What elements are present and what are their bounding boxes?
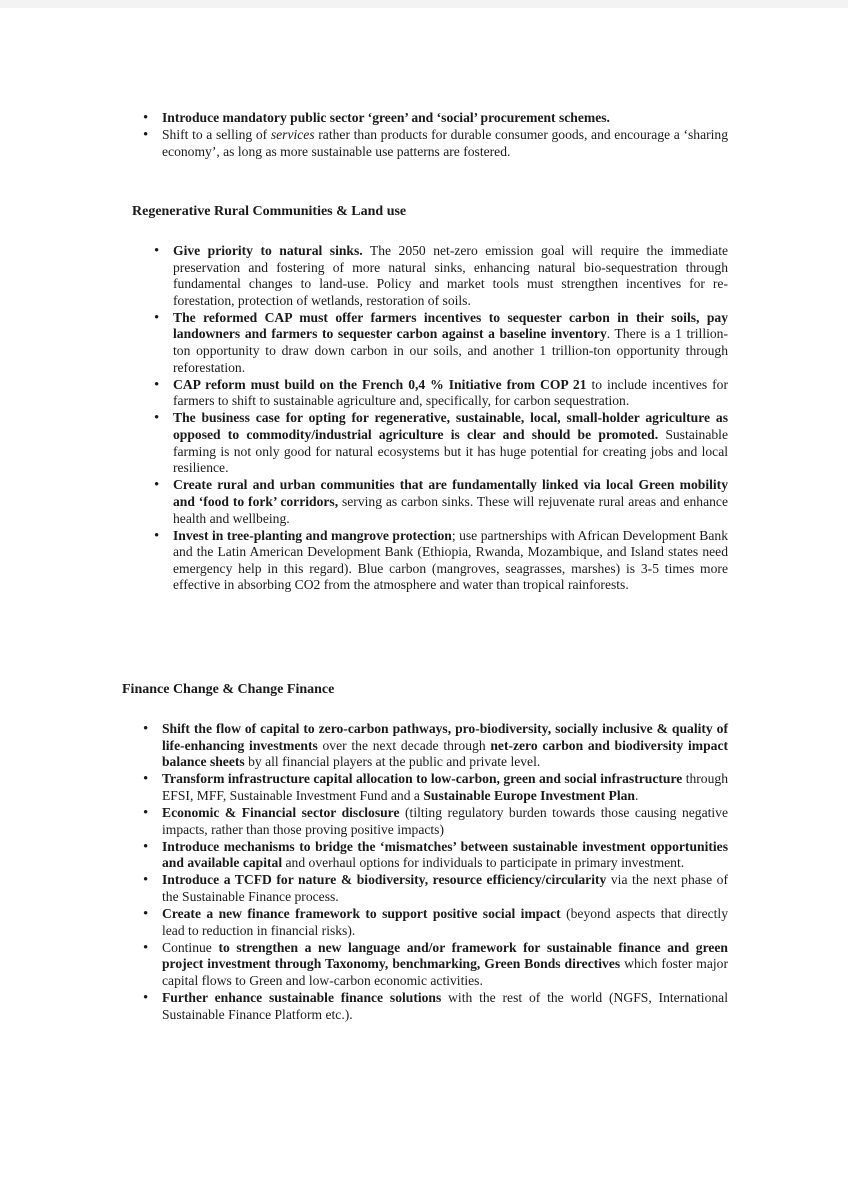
list-item bbox=[162, 721, 728, 771]
item-text: (beyond aspects that directly lead to reduction in financial risks). bbox=[162, 906, 728, 938]
item-bold: Introduce mechanisms to bridge the ‘mismatches’ between sustainable investment opportunities and available capital bbox=[162, 838, 728, 871]
item-bold: Economic & Financial sector disclosure bbox=[162, 804, 400, 820]
item-bold: CAP reform must build on the French 0,4 % Initiative from COP 21 bbox=[173, 376, 587, 392]
section-heading-rural: Regenerative Rural Communities & Land use bbox=[132, 204, 407, 219]
item-text: which foster major capital flows to Green and low-carbon economic activities. bbox=[162, 956, 728, 988]
item-bold: Further enhance sustainable finance solutions bbox=[162, 990, 442, 1005]
list-item bbox=[173, 377, 728, 410]
list-item bbox=[162, 906, 728, 939]
list-item bbox=[162, 872, 728, 905]
procurement-list bbox=[162, 110, 728, 161]
item-text: to include incentives for farmers to shift to sustainable agriculture and, specifically, for carbon sequestration. bbox=[173, 376, 728, 409]
list-item bbox=[162, 839, 728, 872]
list-item bbox=[162, 990, 728, 1023]
item-bold: Introduce mandatory public sector ‘green’ and ‘social’ procurement schemes. bbox=[162, 110, 610, 125]
list-item bbox=[162, 805, 728, 838]
item-text: through EFSI, MFF, Sustainable Investment Fund and a bbox=[162, 771, 728, 803]
item-text: Sustainable farming is not only good for natural ecosystems but it has huge potential for creating jobs and local resilience. bbox=[173, 427, 728, 476]
item-text: serving as carbon sinks. These will rejuvenate rural areas and enhance health and wellbeing. bbox=[173, 493, 728, 526]
item-bold: The reformed CAP must offer farmers incentives to sequester carbon in their soils, pay landowners and farmers to sequester carbon against a baseline inventory bbox=[173, 309, 728, 342]
list-item bbox=[173, 477, 728, 527]
list-item bbox=[173, 410, 728, 476]
item-text: over the next decade through bbox=[317, 737, 491, 753]
list-item bbox=[173, 528, 728, 594]
item-text: by all financial players at the public and private level. bbox=[244, 754, 541, 770]
item-bold: The business case for opting for regenerative, sustainable, local, small-holder agriculture as opposed to commodity/industrial agriculture is clear and should be promoted. bbox=[173, 410, 728, 443]
list-item bbox=[162, 127, 728, 160]
item-text: Shift to a selling of bbox=[162, 127, 271, 143]
item-bold: net-zero carbon and biodiversity impact balance sheets bbox=[162, 737, 729, 770]
item-bold: Invest in tree-planting and mangrove protection bbox=[173, 527, 452, 543]
list-item bbox=[162, 771, 728, 804]
list-item bbox=[162, 110, 728, 127]
item-text: Continue bbox=[162, 939, 219, 955]
item-bold: Create a new finance framework to support positive social impact bbox=[162, 906, 561, 922]
item-text: . bbox=[634, 787, 639, 803]
finance-list bbox=[162, 721, 728, 1024]
item-text: ; use partnerships with African Development Bank and the Latin American Development Bank (Ethiopia, Rwanda, Mozambique, and Island states need emergency help in this regard). Blue carbon (mangroves, seagrasses, marshes) is 3-5 times more effective in absorbing CO2 from the atmosphere and water than tropical rainforests. bbox=[173, 527, 728, 593]
item-text: and overhaul options for individuals to participate in primary investment. bbox=[282, 855, 685, 871]
item-text: The 2050 net-zero emission goal will require the immediate preservation and fostering of more natural sinks, enhancing natural bio-sequestration through fundamental changes to land-use. Policy and market tools must strengthen incentives for re-forestation, protection of wetlands, restoration of soils. bbox=[173, 243, 729, 308]
item-bold: Shift the flow of capital to zero-carbon pathways, pro-biodiversity, socially inclusive & quality of life-enhancing investments bbox=[162, 721, 728, 753]
item-bold: to strengthen a new language and/or framework for sustainable finance and green project investment through Taxonomy, benchmarking, Green Bonds directives bbox=[162, 939, 728, 972]
section-heading-finance: Finance Change & Change Finance bbox=[122, 682, 335, 697]
item-text: . There is a 1 trillion-ton opportunity to draw down carbon in our soils, and another 1 trillion-ton opportunity through reforestation. bbox=[173, 326, 728, 375]
item-bold: Give priority to natural sinks. bbox=[173, 243, 363, 258]
item-bold: Sustainable Europe Investment Plan bbox=[423, 787, 635, 803]
item-italic: services bbox=[270, 127, 315, 143]
item-text: via the next phase of the Sustainable Finance process. bbox=[162, 872, 728, 904]
item-bold: Transform infrastructure capital allocation to low-carbon, green and social infrastructure bbox=[162, 771, 683, 787]
list-item bbox=[173, 243, 728, 309]
item-bold: Create rural and urban communities that are fundamentally linked via local Green mobility and ‘food to fork’ corridors, bbox=[173, 477, 728, 509]
rural-list bbox=[173, 243, 728, 594]
item-text: rather than products for durable consumer goods, and encourage a ‘sharing economy’, as long as more sustainable use patterns are fostered. bbox=[162, 127, 729, 159]
item-bold: Introduce a TCFD for nature & biodiversity, resource efficiency/circularity bbox=[162, 872, 607, 888]
list-item bbox=[173, 310, 728, 376]
item-text: with the rest of the world (NGFS, International Sustainable Finance Platform etc.). bbox=[162, 990, 728, 1022]
item-text: (tilting regulatory burden towards those causing negative impacts, rather than those proving positive impacts) bbox=[162, 804, 728, 837]
list-item bbox=[162, 940, 728, 990]
